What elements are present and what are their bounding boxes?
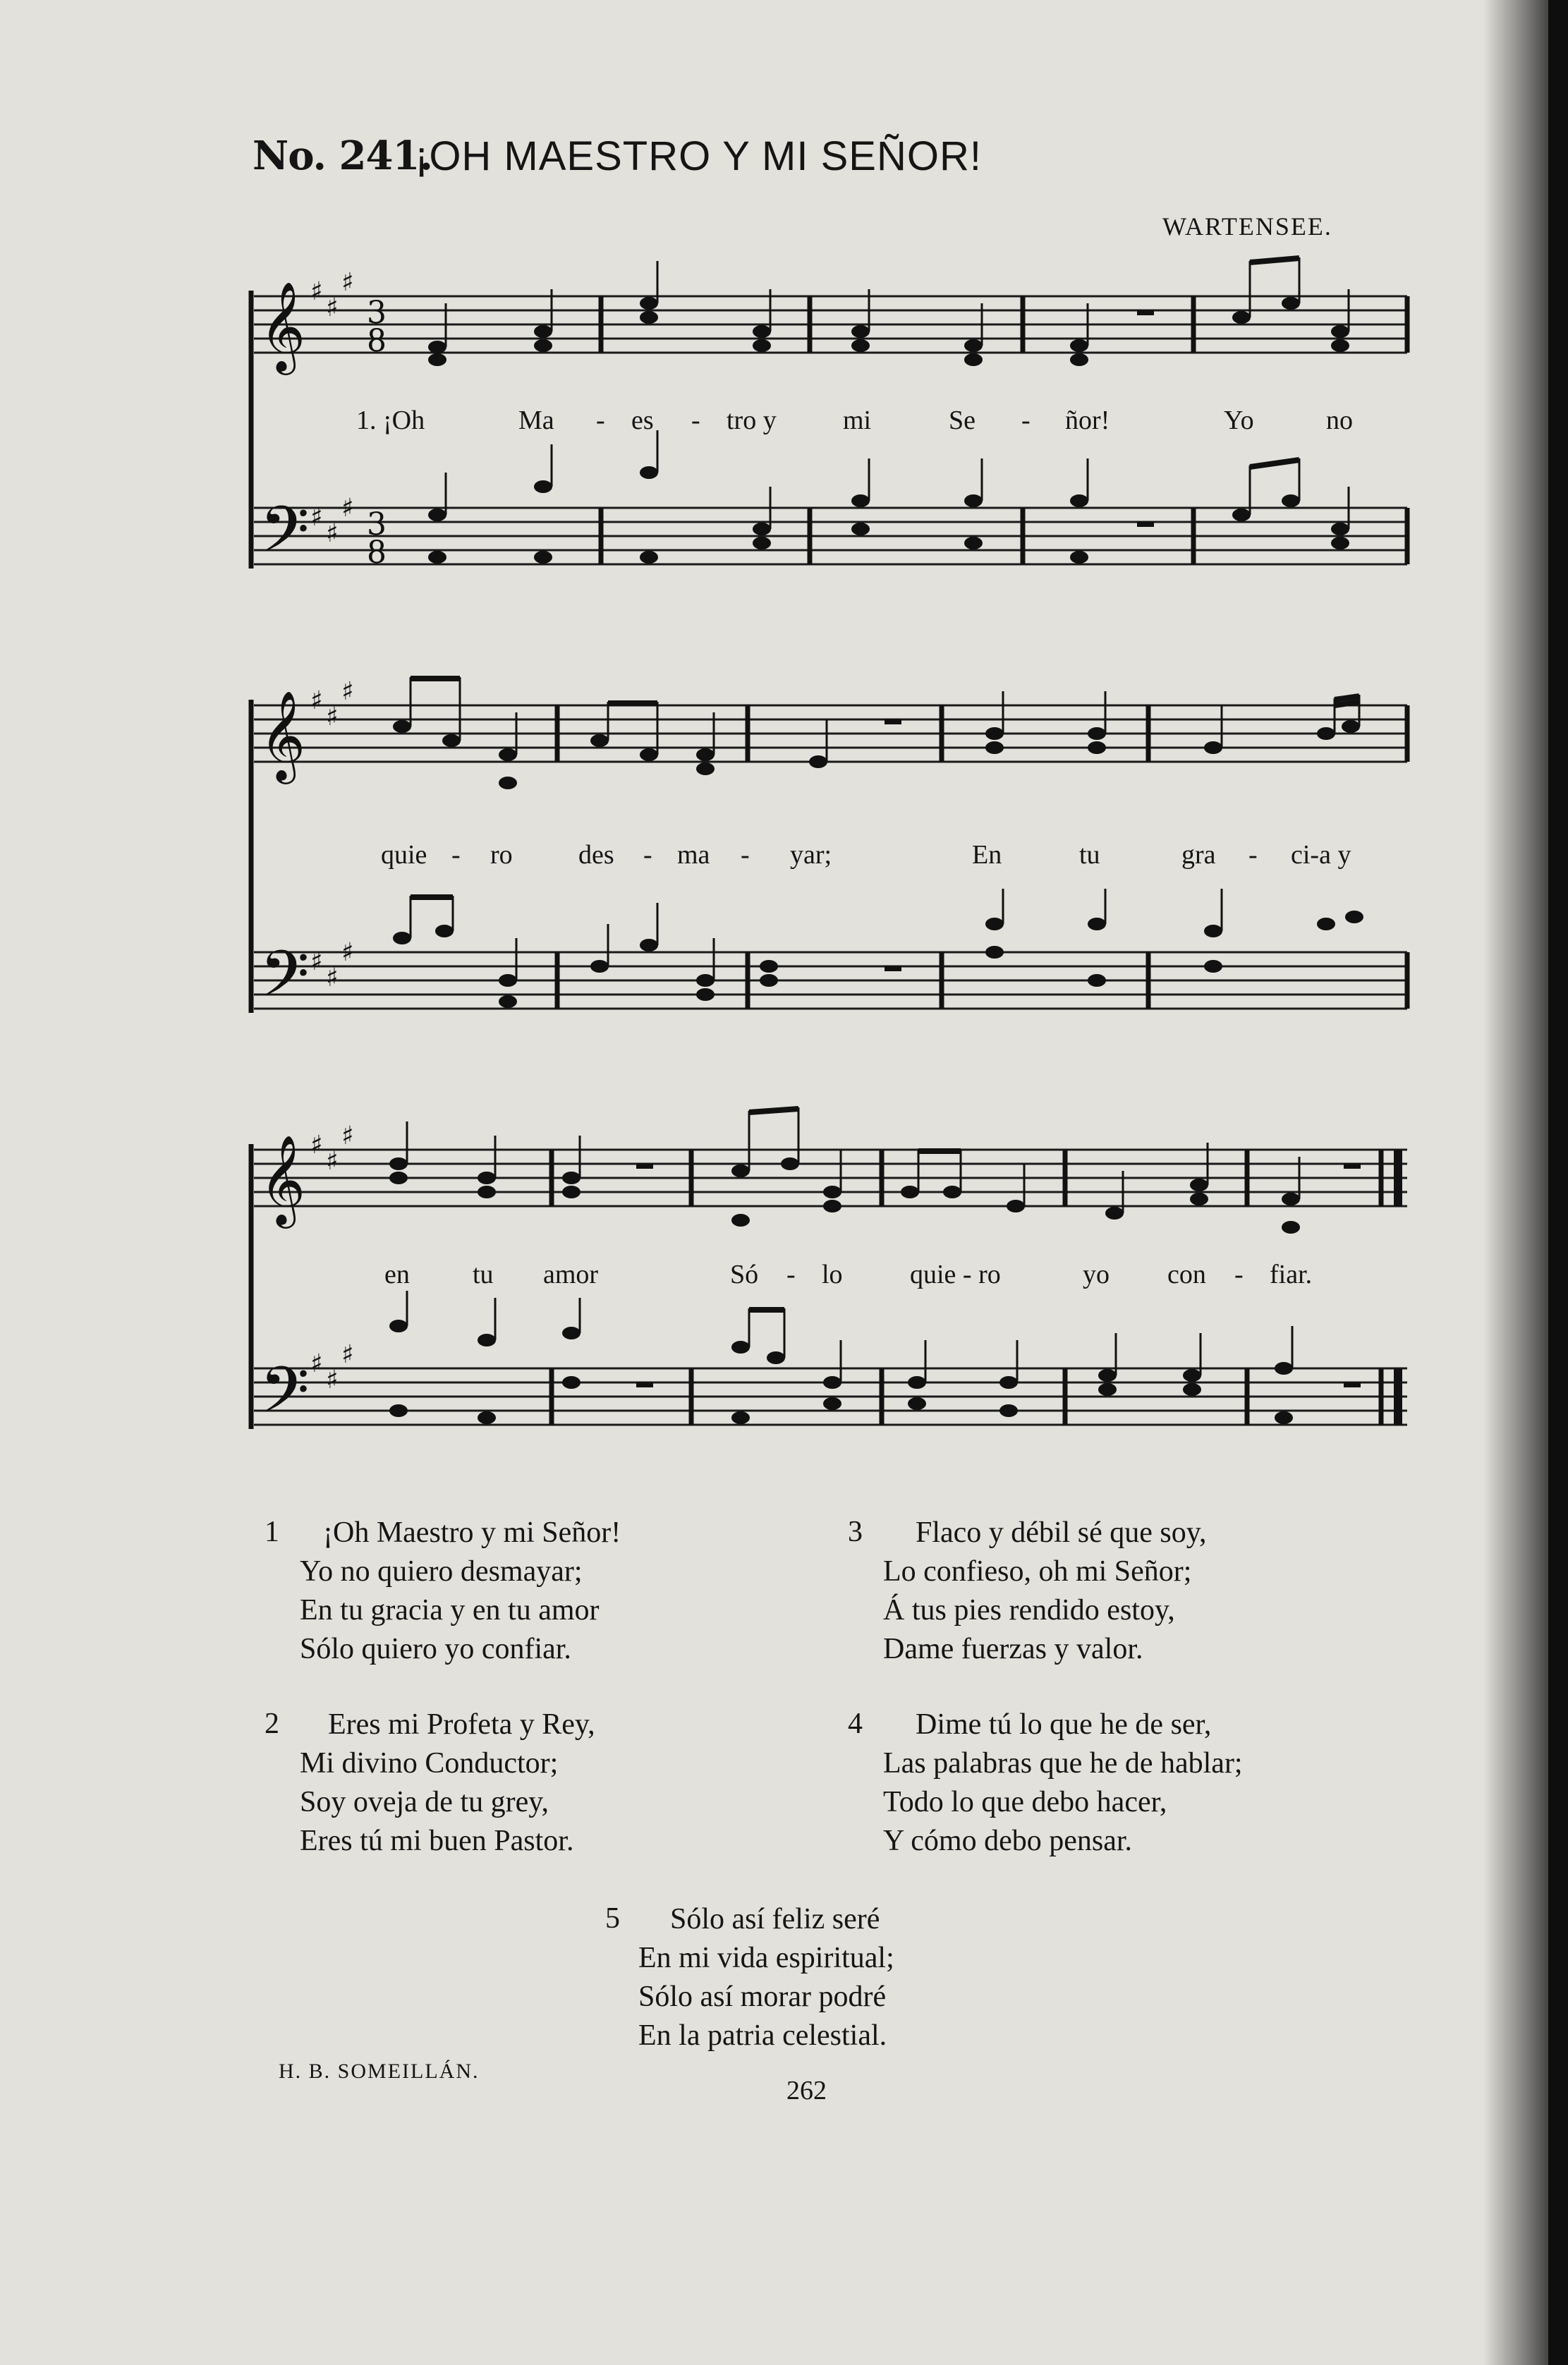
svg-text:8: 8 <box>367 323 387 359</box>
verse-line: ¡Oh Maestro y mi Señor! <box>323 1516 621 1549</box>
lyric-hyphen: - <box>741 840 750 870</box>
svg-text:♯: ♯ <box>326 1365 339 1394</box>
verse-line: Eres tú mi buen Pastor. <box>300 1825 574 1857</box>
lyric-syllable: lo <box>822 1260 843 1289</box>
verse-line: Las palabras que he de hablar; <box>883 1747 1243 1780</box>
lyric-hyphen: - <box>1234 1260 1244 1289</box>
svg-text:♯: ♯ <box>326 518 339 548</box>
lyric-syllable: yar; <box>790 840 832 870</box>
tune-name: WARTENSEE. <box>1162 212 1332 241</box>
svg-text:♯: ♯ <box>326 963 339 992</box>
lyric-syllable: ci-a y <box>1291 840 1351 870</box>
lyric-syllable: Se <box>949 406 976 435</box>
verse-line: Lo confieso, oh mi Señor; <box>883 1555 1192 1588</box>
svg-text:𝄞: 𝄞 <box>260 281 306 371</box>
lyric-syllable: des <box>578 840 614 870</box>
verse-line: Flaco y débil sé que soy, <box>916 1516 1207 1549</box>
verse-line: Dime tú lo que he de ser, <box>916 1708 1212 1741</box>
svg-text:8: 8 <box>367 535 387 571</box>
verse-line: En mi vida espiritual; <box>638 1942 894 1974</box>
lyric-syllable: no <box>1326 406 1353 435</box>
verse-line: Eres mi Profeta y Rey, <box>328 1708 595 1741</box>
verse-line: En la patria celestial. <box>638 2019 887 2052</box>
verse-line: Mi divino Conductor; <box>300 1747 559 1780</box>
svg-text:♯: ♯ <box>310 502 323 532</box>
svg-text:𝄢: 𝄢 <box>260 1353 310 1443</box>
svg-text:3: 3 <box>367 506 387 542</box>
lyric-syllable: en <box>384 1260 410 1289</box>
svg-text:♯: ♯ <box>310 1130 323 1160</box>
lyric-hyphen: - <box>786 1260 796 1289</box>
svg-text:♯: ♯ <box>326 702 339 731</box>
lyric-syllable: amor <box>543 1260 599 1289</box>
svg-text:♯: ♯ <box>341 267 354 297</box>
lyric-syllable: fiar. <box>1270 1260 1313 1289</box>
verse-number: 1 <box>265 1516 279 1548</box>
verse-number: 5 <box>605 1902 620 1935</box>
svg-text:𝄢: 𝄢 <box>260 492 310 583</box>
lyric-syllable: ñor! <box>1065 406 1110 435</box>
verse-line: Sólo así morar podré <box>638 1981 887 2013</box>
verse-line: Sólo así feliz seré <box>670 1903 880 1935</box>
page-number: 262 <box>786 2076 827 2105</box>
verse-number: 4 <box>848 1708 863 1740</box>
verse-number: 3 <box>848 1516 863 1548</box>
verse-number: 2 <box>265 1708 279 1740</box>
lyric-syllable: gra <box>1181 840 1216 870</box>
svg-text:♯: ♯ <box>341 493 354 523</box>
lyric-syllable: yo <box>1083 1260 1110 1289</box>
lyric-syllable: Yo <box>1224 406 1254 435</box>
svg-text:𝄞: 𝄞 <box>260 690 306 780</box>
lyric-syllable: tu <box>473 1260 494 1289</box>
verse-line: Sólo quiero yo confiar. <box>300 1633 571 1665</box>
svg-text:𝄞: 𝄞 <box>260 1134 306 1224</box>
verse-line: Á tus pies rendido estoy, <box>883 1594 1175 1627</box>
lyric-syllable: Só <box>730 1260 759 1289</box>
svg-text:𝄢: 𝄢 <box>260 937 310 1027</box>
lyric-hyphen: - <box>596 406 605 435</box>
svg-text:♯: ♯ <box>341 1339 354 1369</box>
verse-line: Soy oveja de tu grey, <box>300 1786 549 1818</box>
lyric-syllable: 1. ¡Oh <box>356 406 425 435</box>
lyric-syllable: quie - ro <box>910 1260 1001 1289</box>
lyric-hyphen: - <box>643 840 652 870</box>
svg-text:♯: ♯ <box>326 1146 339 1176</box>
lyric-syllable: con <box>1167 1260 1206 1289</box>
lyric-syllable: ro <box>490 840 513 870</box>
lyric-syllable: Ma <box>518 406 554 435</box>
lyric-syllable: ma <box>677 840 710 870</box>
lyric-hyphen: - <box>691 406 700 435</box>
verse-line: Yo no quiero desmayar; <box>300 1555 583 1588</box>
svg-text:♯: ♯ <box>310 276 323 306</box>
svg-text:♯: ♯ <box>310 686 323 715</box>
svg-text:3: 3 <box>367 295 387 331</box>
svg-text:♯: ♯ <box>310 947 323 976</box>
svg-text:♯: ♯ <box>341 676 354 706</box>
lyric-syllable: mi <box>843 406 872 435</box>
lyric-syllable: quie <box>381 840 427 870</box>
verse-line: Todo lo que debo hacer, <box>883 1786 1167 1818</box>
lyric-syllable: es <box>631 406 654 435</box>
hymn-number: No. 241. <box>253 133 432 179</box>
lyric-hyphen: - <box>1248 840 1258 870</box>
verse-line: Dame fuerzas y valor. <box>883 1633 1143 1665</box>
verse-line: Y cómo debo pensar. <box>883 1825 1133 1857</box>
svg-text:♯: ♯ <box>341 937 354 967</box>
verse-line: En tu gracia y en tu amor <box>300 1594 600 1627</box>
svg-text:♯: ♯ <box>341 1121 354 1150</box>
lyric-syllable: tu <box>1079 840 1100 870</box>
hymn-title: ¡OH MAESTRO Y MI SEÑOR! <box>415 133 982 179</box>
lyric-hyphen: - <box>1021 406 1031 435</box>
svg-text:♯: ♯ <box>326 293 339 322</box>
lyric-syllable: En <box>972 840 1002 870</box>
lyric-hyphen: - <box>451 840 461 870</box>
svg-text:♯: ♯ <box>310 1349 323 1378</box>
lyric-syllable: tro y <box>727 406 777 435</box>
composer-credit: H. B. SOMEILLÁN. <box>279 2060 480 2083</box>
